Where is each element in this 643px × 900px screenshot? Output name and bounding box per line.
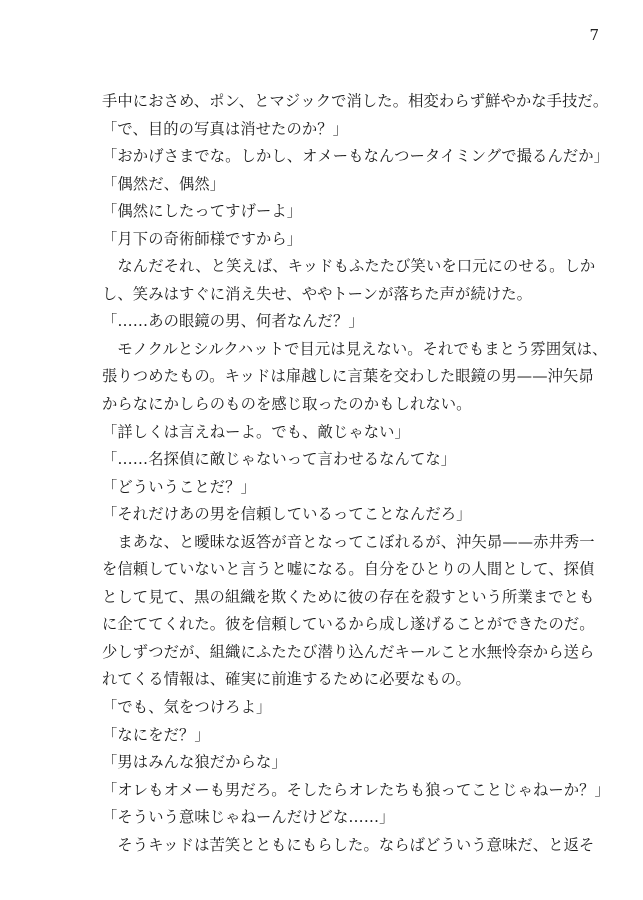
text-line: を信頼していないと言うと嘘になる。自分をひとりの人間として、探偵	[102, 560, 595, 579]
text-line: モノクルとシルクハットで目元は見えない。それでもまとう雰囲気は、	[102, 339, 608, 358]
text-line: 「月下の奇術師様ですから」	[102, 229, 303, 248]
text-line: 「……あの眼鏡の男、何者なんだ？」	[102, 312, 364, 331]
text-line: 「でも、気をつけろよ」	[102, 698, 272, 717]
text-line: 「そういう意味じゃねーんだけどな……」	[102, 808, 395, 827]
text-line: 「詳しくは言えねーよ。でも、敵じゃない」	[102, 422, 410, 441]
text-line: 「なにをだ？」	[102, 725, 210, 744]
text-line: そうキッドは苦笑とともにもらした。ならばどういう意味だ、と返そ	[102, 835, 595, 854]
text-line: 「オレもオメーも男だろ。そしたらオレたちも狼ってことじゃねーか？」	[102, 780, 610, 799]
text-line: 「……名探偵に敵じゃないって言わせるなんてな」	[102, 450, 457, 469]
text-line: からなにかしらのものを感じ取ったのかもしれない。	[102, 395, 472, 414]
body-text	[102, 88, 610, 859]
page-number: 7	[589, 26, 599, 44]
text-line: 「男はみんな狼だからな」	[102, 753, 287, 772]
text-line: 「偶然だ、偶然」	[102, 174, 226, 193]
text-line: れてくる情報は、確実に前進するために必要なもの。	[102, 670, 471, 689]
text-line: に企ててくれた。彼を信頼しているから成し遂げることができたのだ。	[102, 615, 595, 634]
text-line: 「それだけあの男を信頼しているってことなんだろ」	[102, 505, 472, 524]
text-line: 「で、目的の写真は消せたのか？」	[102, 119, 349, 138]
text-line: 手中におさめ、ポン、とマジックで消した。相変わらず鮮やかな手技だ。	[102, 92, 609, 110]
text-line: 「偶然にしたってすげーよ」	[102, 202, 303, 221]
text-line: として見て、黒の組織を欺くために彼の存在を殺すという所業までとも	[102, 587, 595, 606]
text-line: 少しずつだが、組織にふたたび潜り込んだキールこと水無怜奈から送ら	[102, 642, 595, 661]
text-line: まあな、と曖昧な返答が音となってこぼれるが、沖矢昴——赤井秀一	[102, 532, 595, 551]
text-line: 「どういうことだ？」	[102, 477, 256, 496]
text-line: なんだそれ、と笑えば、キッドもふたたび笑いを口元にのせる。しか	[102, 257, 596, 276]
text-line: し、笑みはすぐに消え失せ、ややトーンが落ちた声が続けた。	[102, 284, 533, 303]
text-line: 「おかげさまでな。しかし、オメーもなんつータイミングで撮るんだか」	[102, 147, 610, 166]
text-line: 張りつめたもの。キッドは扉越しに言葉を交わした眼鏡の男——沖矢昴	[102, 367, 594, 386]
